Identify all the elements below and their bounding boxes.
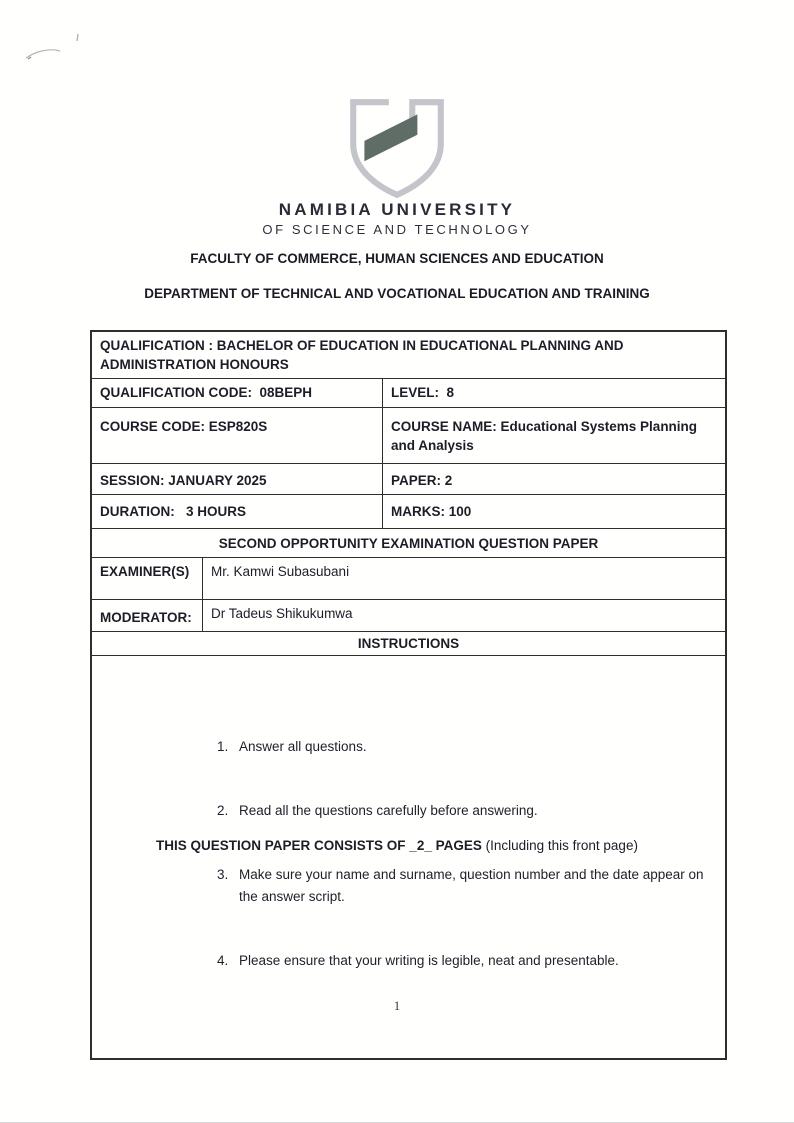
course-code-cell: COURSE CODE: ESP820S: [100, 419, 268, 434]
table-row-exam-type: [92, 529, 725, 558]
shield-emblem-bar: [364, 114, 417, 161]
university-name: NAMIBIA UNIVERSITY: [278, 200, 516, 219]
table-row-course: [92, 408, 725, 464]
course-name-cell: COURSE NAME: Educational Systems Planning and Analysis: [382, 408, 725, 463]
pen-scribble: [18, 28, 98, 68]
instruction-item-1: 1. Answer all questions.: [232, 736, 707, 758]
nust-shield-icon: [341, 97, 453, 201]
table-row-session: [92, 464, 725, 495]
university-tagline: OF SCIENCE AND TECHNOLOGY: [262, 222, 532, 237]
page-count-note: (Including this front page): [481, 838, 638, 853]
page-count-statement: [0, 838, 794, 853]
table-row-duration: [92, 495, 725, 529]
table-row-qualification: [92, 332, 725, 379]
qualification-code-cell: QUALIFICATION CODE: 08BEPH: [100, 385, 313, 400]
faculty-title: FACULTY OF COMMERCE, HUMAN SCIENCES AND EDUCATION: [190, 251, 604, 266]
page-count-bold-text: THIS QUESTION PAPER CONSISTS OF _2_ PAGES: [156, 838, 482, 853]
session-cell: SESSION: JANUARY 2025: [100, 473, 267, 488]
table-row-moderator: [92, 600, 725, 632]
page-number: 1: [393, 998, 401, 1013]
examiner-name-cell: Mr. Kamwi Subasubani: [202, 558, 725, 599]
table-row-examiner: [92, 558, 725, 600]
exam-type-cell: SECOND OPPORTUNITY EXAMINATION QUESTION PAPER: [218, 536, 599, 551]
examiner-label-cell: EXAMINER(S): [100, 564, 190, 579]
duration-cell: DURATION: 3 HOURS: [100, 504, 247, 519]
moderator-name-cell: Dr Tadeus Shikukumwa: [202, 600, 725, 631]
instruction-item-4: 4. Please ensure that your writing is legible, neat and presentable.: [232, 950, 707, 972]
qualification-cell: QUALIFICATION : BACHELOR OF EDUCATION IN EDUCATIONAL PLANNING AND ADMINISTRATION HONOURS: [100, 338, 627, 372]
paper-cell: PAPER: 2: [382, 464, 725, 494]
moderator-label-cell: MODERATOR:: [100, 610, 192, 625]
exam-info-table: [90, 330, 727, 1060]
instructions-list: [100, 698, 717, 1014]
marks-cell: MARKS: 100: [382, 495, 725, 528]
university-wordmark: [0, 200, 794, 237]
instruction-item-3: 3. Make sure your name and surname, question number and the date appear on the answer script.: [232, 864, 707, 908]
instruction-item-2: 2. Read all the questions carefully before answering.: [232, 800, 707, 822]
level-cell: LEVEL: 8: [382, 379, 725, 407]
university-logo: [0, 97, 794, 206]
table-row-instructions-title: [92, 632, 725, 656]
table-row-qualification-code: [92, 379, 725, 408]
department-title: DEPARTMENT OF TECHNICAL AND VOCATIONAL EDUCATION AND TRAINING: [144, 286, 650, 301]
instructions-title-cell: INSTRUCTIONS: [357, 636, 460, 651]
